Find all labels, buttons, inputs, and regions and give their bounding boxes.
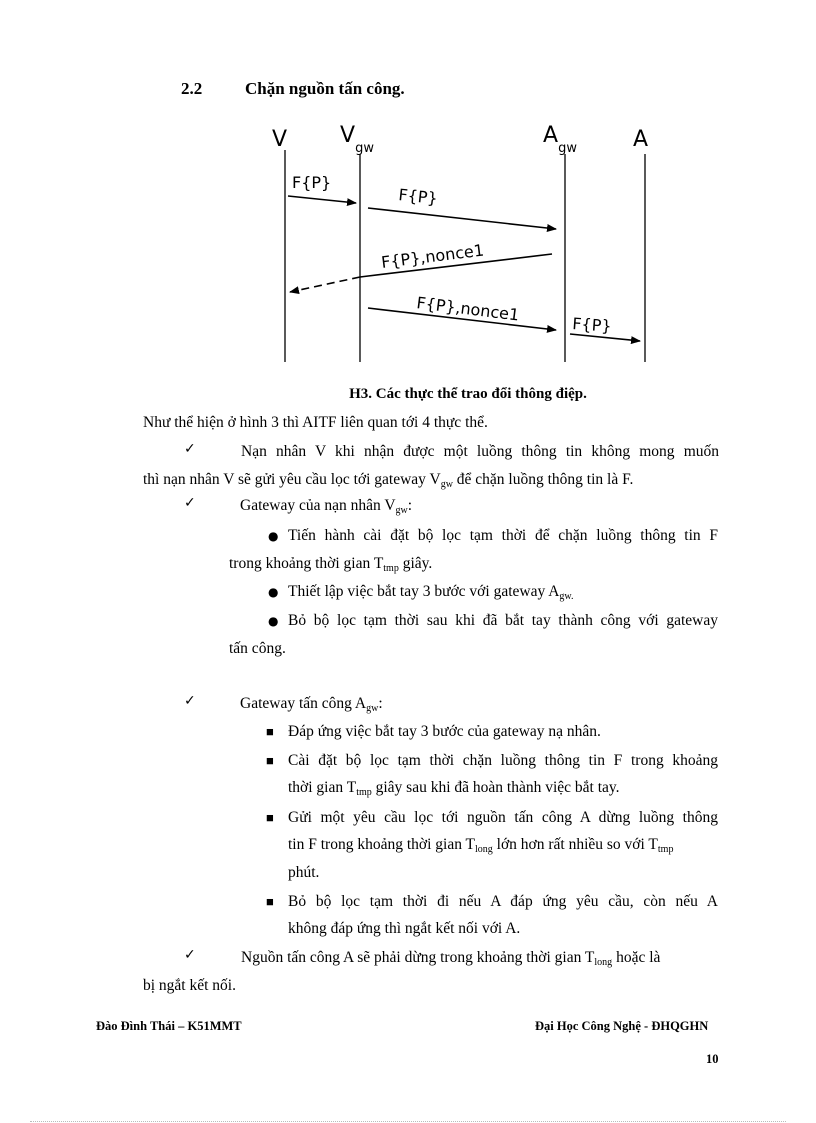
message-2-label: F{P} [397, 185, 439, 209]
vgw-bullet-2: Thiết lập việc bắt tay 3 bước với gateway $A_{gw.}$ [288, 583, 574, 602]
bullet-icon: ● [268, 585, 279, 599]
footer-author: Đào Đình Thái – K51MMT [96, 1019, 242, 1033]
checkmark-icon: ✓ [184, 693, 196, 709]
footer-school: Đại Học Công Nghệ - ĐHQGHN [535, 1019, 709, 1033]
vgw-bullet-3-line-2: tấn công. [229, 640, 286, 657]
message-1-label: F{P} [292, 173, 332, 192]
section-number: 2.2 [181, 79, 203, 98]
vgw-bullet-1-line-2: trong khoảng thời gian $T_{tmp}$ giây. [229, 555, 433, 574]
message-3-arrow-dashed [290, 277, 360, 292]
vgw-heading: Gateway của nạn nhân $V_{gw}$: [240, 497, 413, 516]
entity-v: V [272, 127, 288, 152]
source-line-1: Nguồn tấn công A sẽ phải dừng trong khoảng thời gian $T_{long}$ hoặc là [241, 949, 661, 968]
agw-bullet-3-line-2: tin F trong khoảng thời gian $T_{long}$ lớn hơn rất nhiều so với $T_{tmp}$ [288, 836, 674, 855]
vgw-bullet-3-line-1: Bỏ bộ lọc tạm thời sau khi đã bắt tay thành công với gateway [288, 612, 718, 629]
entity-vgw-sub: gw [355, 141, 374, 156]
svg-text:Agw [543, 123, 577, 156]
intro-text: Như thể hiện ở hình 3 thì AITF liên quan tới 4 thực thể. [143, 414, 488, 431]
message-2-arrow [368, 208, 556, 229]
message-1-arrow [288, 196, 356, 203]
message-exchange-diagram [260, 112, 670, 370]
message-5-label: F{P} [571, 314, 613, 336]
figure-caption: H3. Các thực thể trao đổi thông điệp. [349, 386, 587, 402]
entity-agw-sub: gw [558, 141, 577, 156]
page-bottom-divider [30, 1121, 786, 1122]
message-4-label: F{P},nonce1 [415, 293, 521, 325]
agw-heading: Gateway tấn công $A_{gw}$: [240, 695, 383, 714]
agw-bullet-4-line-2: không đáp ứng thì ngắt kết nối với A. [288, 920, 521, 937]
checkmark-icon: ✓ [184, 441, 196, 457]
vgw-bullet-1-line-1: Tiến hành cài đặt bộ lọc tạm thời để chặn luồng thông tin F [288, 527, 718, 544]
agw-bullet-4-line-1: Bỏ bộ lọc tạm thời đi nếu A đáp ứng yêu cầu, còn nếu A [288, 893, 718, 910]
svg-text:Vgw [340, 123, 374, 156]
victim-line-1: Nạn nhân V khi nhận được một luồng thông tin không mong muốn [241, 443, 719, 460]
agw-bullet-1: Đáp ứng việc bắt tay 3 bước của gateway nạ nhân. [288, 723, 601, 740]
page-number: 10 [706, 1052, 719, 1066]
entity-a: A [633, 127, 649, 152]
entity-agw: A [543, 123, 559, 148]
bullet-icon: ■ [266, 810, 274, 825]
bullet-icon: ● [268, 614, 279, 628]
victim-line-2: thì nạn nhân V sẽ gửi yêu cầu lọc tới gateway $V_{gw}$ để chặn luồng thông tin là F. [143, 471, 634, 490]
bullet-icon: ■ [266, 753, 274, 768]
agw-bullet-2-line-1: Cài đặt bộ lọc tạm thời chặn luồng thông tin F trong khoảng [288, 752, 718, 769]
bullet-icon: ● [268, 529, 279, 543]
agw-bullet-3-line-3: phút. [288, 864, 320, 881]
bullet-icon: ■ [266, 724, 274, 739]
bullet-icon: ■ [266, 894, 274, 909]
checkmark-icon: ✓ [184, 947, 196, 963]
agw-bullet-3-line-1: Gửi một yêu cầu lọc tới nguồn tấn công A dừng luồng thông [288, 809, 718, 826]
section-title: Chặn nguồn tấn công. [245, 79, 405, 98]
checkmark-icon: ✓ [184, 495, 196, 511]
message-3-label: F{P},nonce1 [380, 240, 485, 272]
entity-vgw: V [340, 123, 356, 148]
source-line-2: bị ngắt kết nối. [143, 977, 236, 994]
agw-bullet-2-line-2: thời gian $T_{tmp}$ giây sau khi đã hoàn thành việc bắt tay. [288, 779, 620, 798]
